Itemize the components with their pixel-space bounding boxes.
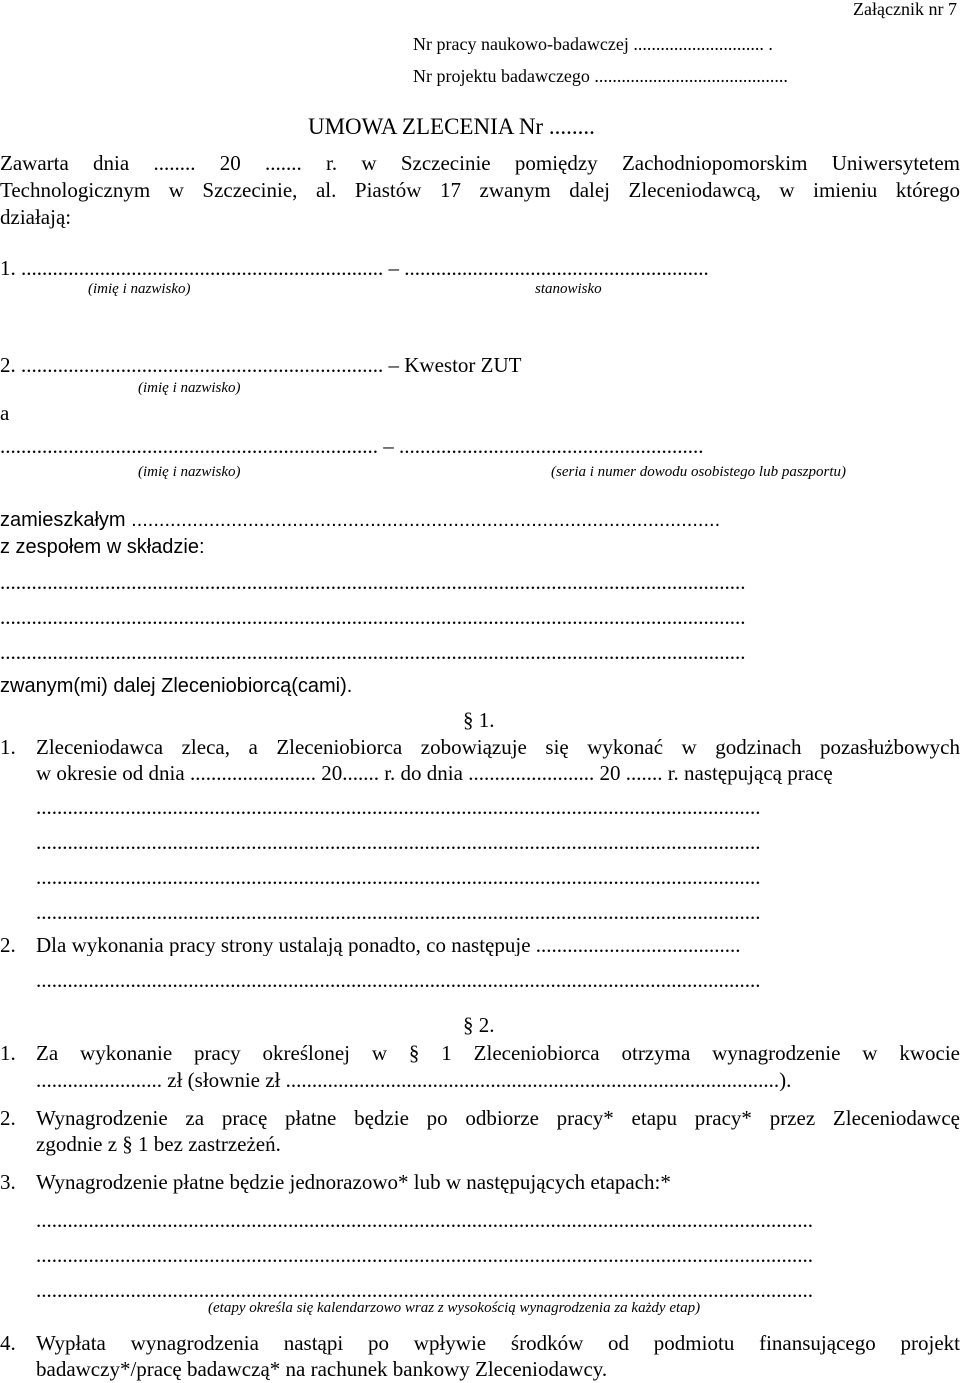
intro-line-3: działają: xyxy=(0,205,72,229)
s1-p1-number: 1. xyxy=(0,735,16,759)
and-conjunction: a xyxy=(0,401,10,425)
party-2-line: 2. ..................................................................... – Kwestor ZUT xyxy=(0,353,522,377)
party-2-name-caption: (imię i nazwisko) xyxy=(138,380,241,396)
s1-p2-number: 2. xyxy=(0,933,16,957)
s2-stage-line-2: .................................................................................................................................................... xyxy=(36,1245,813,1266)
s2-p3-number: 3. xyxy=(0,1170,16,1194)
s2-p1-line-1: Za wykonanie pracy określonej w § 1 Zleceniobiorca otrzyma wynagrodzenie w kwocie xyxy=(36,1041,960,1065)
residence-line: zamieszkałym .......................................................................................................... xyxy=(0,510,721,530)
team-member-line-3: .............................................................................................................................................. xyxy=(0,642,746,663)
s2-p4-number: 4. xyxy=(0,1331,16,1355)
attachment-number: Załącznik nr 7 xyxy=(853,0,957,19)
team-member-line-2: .............................................................................................................................................. xyxy=(0,607,746,628)
party-1-line: 1. ..................................................................... – .......................................................... xyxy=(0,258,709,279)
party-3-name-caption: (imię i nazwisko) xyxy=(138,464,241,480)
s1-work-line-2: .......................................................................................................................................... xyxy=(36,832,761,853)
s1-work-line-3: .......................................................................................................................................... xyxy=(36,867,761,888)
s2-p2-line-1: Wynagrodzenie za pracę płatne będzie po odbiorze pracy* etapu pracy* przez Zleceniodawcę xyxy=(36,1106,960,1130)
party-3-line: ........................................................................ – .......................................................... xyxy=(0,436,704,457)
research-project-number: Nr projektu badawczego ........................................... xyxy=(413,66,788,86)
team-member-line-1: .............................................................................................................................................. xyxy=(0,572,746,593)
research-work-number: Nr pracy naukowo-badawczej ............................. . xyxy=(413,34,773,54)
s2-stage-caption: (etapy określa się kalendarzowo wraz z wysokością wynagrodzenia za każdy etap) xyxy=(208,1300,701,1316)
team-label: z zespołem w składzie: xyxy=(0,536,205,558)
s2-p4-line-2: badawczy*/pracę badawczą* na rachunek bankowy Zleceniodawcy. xyxy=(36,1357,608,1381)
s2-p1-number: 1. xyxy=(0,1041,16,1065)
s2-p1-line-2: ........................ zł (słownie zł ..............................................................................................). xyxy=(36,1070,792,1091)
s1-p1-line-1: Zleceniodawca zleca, a Zleceniobiorca zobowiązuje się wykonać w godzinach pozasłużbowych xyxy=(36,735,960,759)
s1-p2-line-1: Dla wykonania pracy strony ustalają ponadto, co następuje ....................................... xyxy=(36,935,741,956)
party-1-position-caption: stanowisko xyxy=(535,281,602,297)
section-2-heading: § 2. xyxy=(463,1013,495,1037)
s1-work-line-4: .......................................................................................................................................... xyxy=(36,902,761,923)
s2-p4-line-1: Wypłata wynagrodzenia nastąpi po wpływie środków od podmiotu finansującego projekt xyxy=(36,1331,960,1355)
s2-stage-line-1: .................................................................................................................................................... xyxy=(36,1210,813,1231)
s1-work-line-1: .......................................................................................................................................... xyxy=(36,797,761,818)
s1-p1-line-2: w okresie od dnia ........................ 20....... r. do dnia ........................ 20 ....... r. następującą pracę xyxy=(36,761,833,785)
s2-stage-line-3: .................................................................................................................................................... xyxy=(36,1280,813,1301)
party-3-id-caption: (seria i numer dowodu osobistego lub paszportu) xyxy=(551,464,847,480)
intro-line-2: Technologicznym w Szczecinie, al. Piastów 17 zwanym dalej Zleceniodawcą, w imieniu którego xyxy=(0,178,960,202)
s1-p2-line-2: .......................................................................................................................................... xyxy=(36,970,761,991)
s2-p3-line-1: Wynagrodzenie płatne będzie jednorazowo* lub w następujących etapach:* xyxy=(36,1170,671,1194)
s2-p2-number: 2. xyxy=(0,1106,16,1130)
s2-p2-line-2: zgodnie z § 1 bez zastrzeżeń. xyxy=(36,1132,281,1156)
contract-title: UMOWA ZLECENIA Nr ........ xyxy=(308,114,595,139)
intro-line-1: Zawarta dnia ........ 20 ....... r. w Szczecinie pomiędzy Zachodniopomorskim Uniwersytetem xyxy=(0,151,960,175)
party-1-name-caption: (imię i nazwisko) xyxy=(88,281,191,297)
called-contractors: zwanym(mi) dalej Zleceniobiorcą(cami). xyxy=(0,675,353,697)
section-1-heading: § 1. xyxy=(463,708,495,732)
